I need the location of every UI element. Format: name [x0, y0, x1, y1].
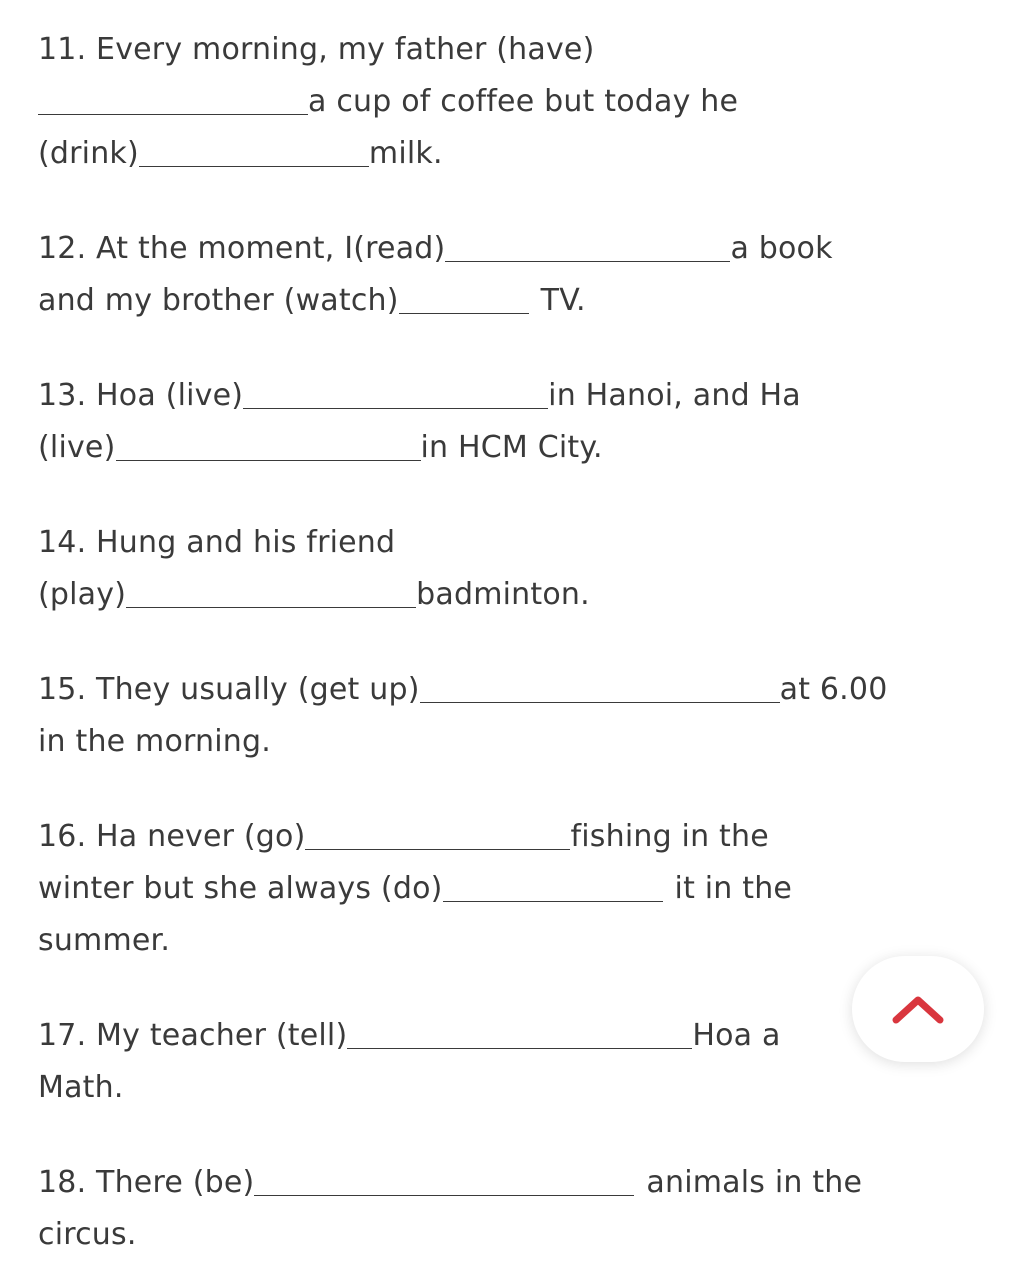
q14-text-2b: badminton. [416, 577, 590, 612]
q15-blank-get-up[interactable] [420, 672, 780, 703]
q14-line-1 [38, 517, 998, 569]
q11-text-3b: milk. [368, 136, 443, 171]
q13-line-2 [38, 422, 998, 474]
q16-text-3: summer. [38, 923, 171, 958]
q18-line-1 [38, 1157, 998, 1209]
q12-blank-read[interactable] [445, 231, 730, 262]
chevron-up-icon [892, 994, 944, 1024]
q18-text-1a: 18. There (be) [38, 1165, 255, 1200]
q13-text-1a: 13. Hoa (live) [38, 378, 244, 413]
q16-text-1a: 16. Ha never (go) [38, 819, 306, 854]
q12-text-1b: a book [730, 231, 833, 266]
q12-text-2a: and my brother (watch) [38, 283, 399, 318]
q14-text-2a: (play) [38, 577, 127, 612]
q13-text-2a: (live) [38, 430, 116, 465]
q15-text-1b: at 6.00 [779, 672, 888, 707]
q16-text-1b: fishing in the [570, 819, 769, 854]
q16-line-1 [38, 811, 998, 863]
q13-blank-live-2[interactable] [116, 430, 421, 461]
q12-line-2 [38, 275, 998, 327]
q13-blank-live-1[interactable] [243, 378, 548, 409]
q11-line-2 [38, 76, 998, 128]
exercise-list [38, 24, 998, 1261]
q13-text-2b: in HCM City. [420, 430, 603, 465]
q17-line-2 [38, 1062, 998, 1114]
q18-text-2: circus. [38, 1217, 137, 1252]
q18-line-2 [38, 1209, 998, 1261]
q16-line-2 [38, 863, 998, 915]
q17-text-2: Math. [38, 1070, 124, 1105]
q14-text-1: 14. Hung and his friend [38, 525, 396, 560]
q16-line-3 [38, 915, 998, 967]
q13-text-1b: in Hanoi, and Ha [548, 378, 801, 413]
q18-blank-be[interactable] [254, 1165, 634, 1196]
q14-line-2 [38, 569, 998, 621]
q16-text-2b: it in the [674, 871, 793, 906]
q17-blank-tell[interactable] [347, 1018, 692, 1049]
q12-blank-watch[interactable] [399, 283, 529, 314]
q11-line-1 [38, 24, 998, 76]
q11-blank-drink[interactable] [139, 136, 369, 167]
q11-text: 11. Every morning, my father (have) [38, 32, 595, 67]
q15-line-1 [38, 664, 998, 716]
q11-text-3a: (drink) [38, 136, 139, 171]
q11-text-2: a cup of coffee but today he [308, 84, 739, 119]
q11-line-3 [38, 128, 998, 180]
q12-text-1a: 12. At the moment, I(read) [38, 231, 446, 266]
q13-line-1 [38, 370, 998, 422]
q16-text-2a: winter but she always (do) [38, 871, 443, 906]
q16-blank-do[interactable] [443, 871, 663, 902]
scroll-to-top-button[interactable] [852, 956, 984, 1062]
q11-blank-have[interactable] [38, 84, 308, 115]
q17-text-1b: Hoa a [692, 1018, 781, 1053]
q15-line-2 [38, 716, 998, 768]
q15-text-2: in the morning. [38, 724, 271, 759]
q17-text-1a: 17. My teacher (tell) [38, 1018, 348, 1053]
q16-blank-go[interactable] [305, 819, 570, 850]
q18-text-1b: animals in the [646, 1165, 863, 1200]
q15-text-1a: 15. They usually (get up) [38, 672, 420, 707]
q12-line-1 [38, 223, 998, 275]
q12-text-2b: TV. [540, 283, 586, 318]
q14-blank-play[interactable] [126, 577, 416, 608]
